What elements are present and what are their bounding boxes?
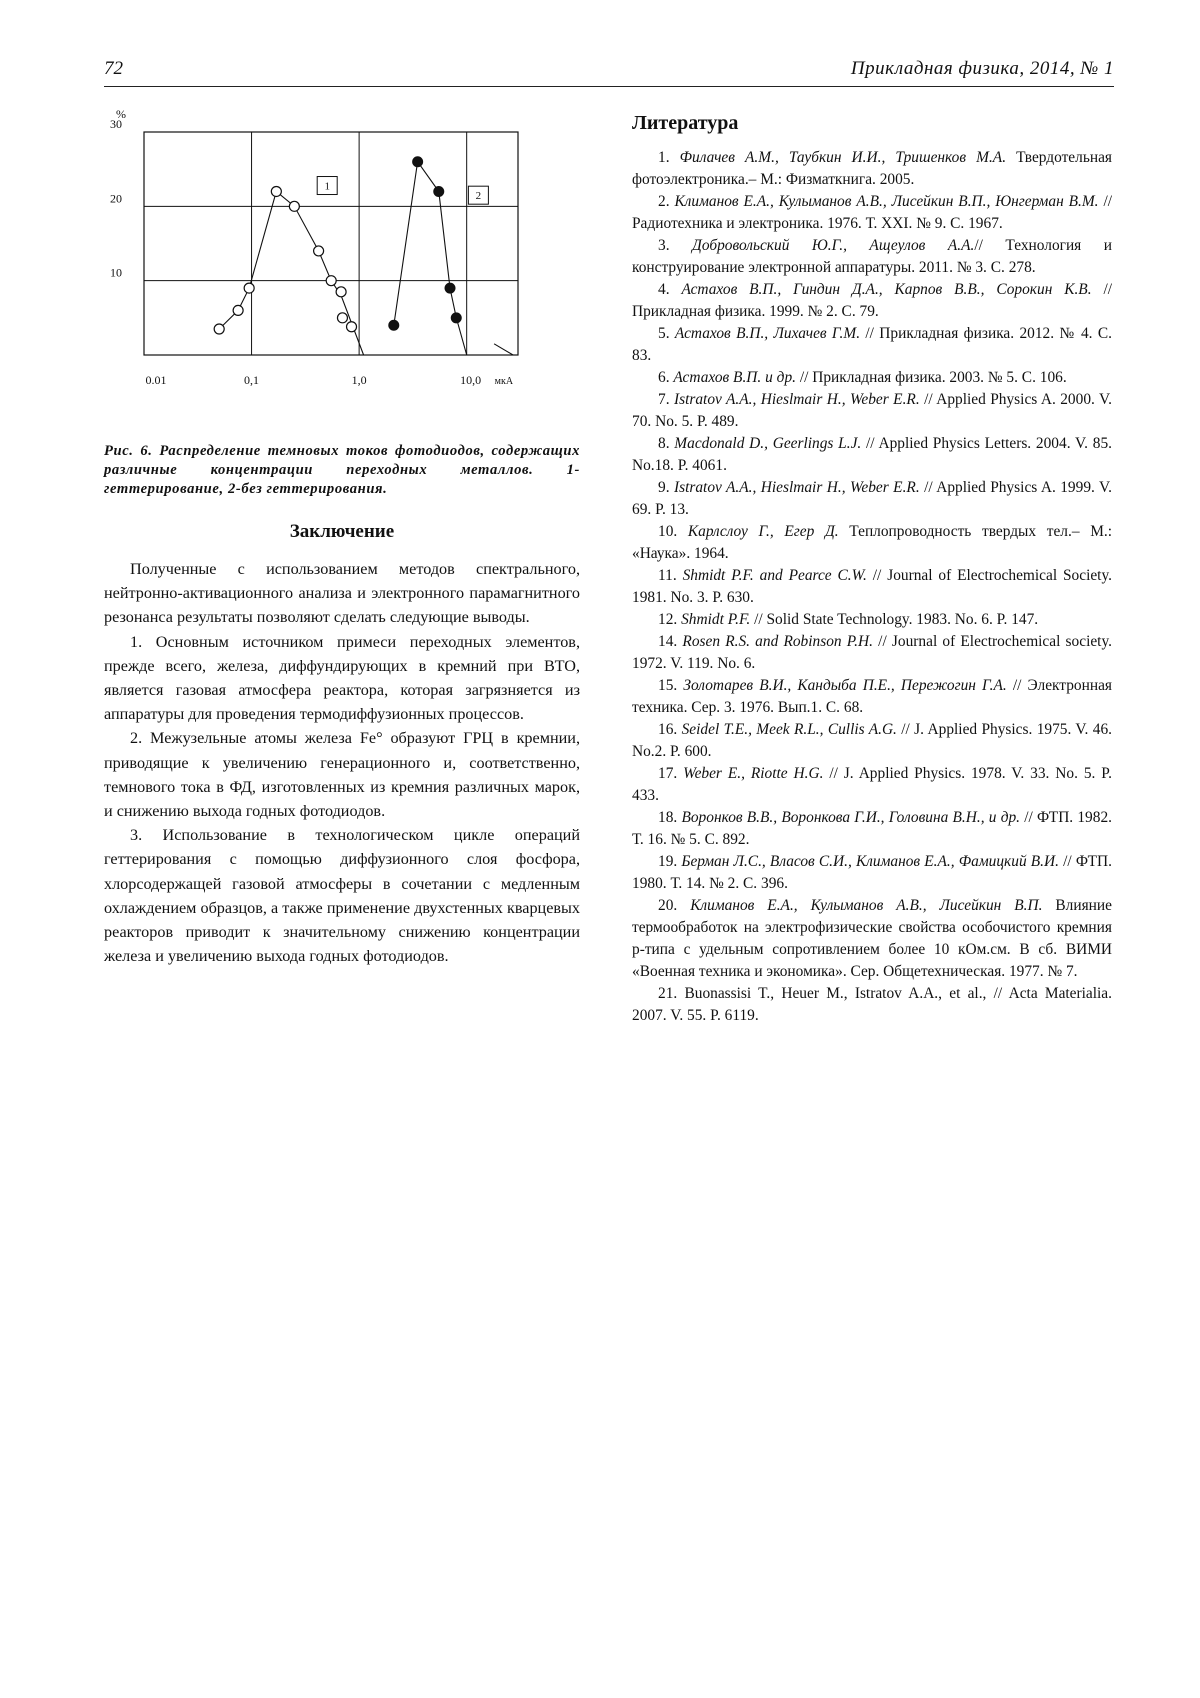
legend-box-label: 2 [475, 190, 482, 203]
reference-authors: Воронков В.В., Воронкова Г.И., Головина В.Н., и др. [681, 809, 1021, 826]
reference-authors: Weber E., Riotte H.G. [683, 765, 824, 782]
series-1-point [271, 186, 281, 196]
reference-authors: Климанов Е.А., Кулыманов А.В., Лисейкин В.П. [690, 897, 1043, 914]
reference-item [632, 609, 1112, 631]
reference-number: 3. [658, 237, 693, 254]
reference-item [632, 719, 1112, 763]
journal-title: Прикладная физика, 2014, № 1 [850, 58, 1114, 79]
reference-authors: Shmidt P.F. and Pearce C.W. [682, 567, 867, 584]
reference-number: 6. [658, 369, 674, 386]
references-title: Литература [632, 112, 739, 134]
reference-item [632, 763, 1112, 807]
plot-frame [144, 132, 518, 355]
series-1-point [326, 276, 336, 286]
reference-item [632, 367, 1112, 389]
reference-item [632, 807, 1112, 851]
reference-number: 8. [658, 435, 675, 452]
reference-details: // Прикладная физика. 1999. № 2. С. 79. [632, 281, 1112, 320]
reference-authors: Берман Л.С., Власов С.И., Климанов Е.А., Фамицкий В.И. [681, 853, 1059, 870]
reference-number: 7. [658, 391, 674, 408]
conclusion-paragraph: 2. Межузельные атомы железа Fe° образуют ГРЦ в кремнии, приводящие к увеличению генерационного и, соответственно, темнового тока в ФД, изготовленных из кремния различных марок, и снижению выхода годных фотодиодов. [104, 729, 580, 821]
reference-authors: Rosen R.S. and Robinson P.H. [682, 633, 873, 650]
reference-authors: Астахов В.П. и др. [673, 369, 796, 386]
reference-number: 5. [658, 325, 675, 342]
reference-number: 18. [658, 809, 682, 826]
series-2-point [389, 320, 399, 330]
series-2-point [413, 157, 423, 167]
reference-details: Buonassisi T., Heuer M., Istratov A.A., et al., // Acta Materialia. 2007. V. 55. P. 6119. [632, 985, 1112, 1024]
reference-details: // Solid State Technology. 1983. No. 6. P. 147. [750, 611, 1039, 628]
series-2-point [445, 283, 455, 293]
reference-details: // ФТП. 1980. Т. 14. № 2. С. 396. [632, 853, 1112, 892]
reference-authors: Seidel T.E., Meek R.L., Cullis A.G. [681, 721, 897, 738]
series-2-point [451, 313, 461, 323]
reference-item [632, 983, 1112, 1027]
reference-details: Влияние термообработок на электрофизические свойства особочистого кремния р-типа с удельным сопротивлением более 10 кОм.см. В сб. ВИМИ «Военная техника и экономика». Сер. Общетехническая. 1977. № 7. [632, 897, 1112, 980]
y-tick-label: 20 [110, 191, 122, 206]
reference-details: // Прикладная физика. 2012. № 4. С. 83. [632, 325, 1112, 364]
series-1-point [347, 322, 357, 332]
reference-item [632, 521, 1112, 565]
dark-current-chart [104, 110, 580, 428]
reference-item [632, 147, 1112, 191]
reference-number: 11. [658, 567, 683, 584]
series-1-point [214, 324, 224, 334]
reference-authors: Климанов Е.А., Кулыманов А.В., Лисейкин В.П., Юнгерман В.М. [674, 193, 1099, 210]
figure-caption: Рис. 6. Распределение темновых токов фотодиодов, содержащих различные концентрации переходных металлов. 1- геттерирование, 2-без геттерирования. [104, 443, 580, 497]
reference-number: 1. [658, 149, 680, 166]
series-1-line [219, 192, 363, 356]
reference-number: 21. [658, 985, 685, 1002]
reference-item [632, 323, 1112, 367]
reference-details: // Journal of Electrochemical society. 1972. V. 119. No. 6. [632, 633, 1112, 672]
reference-details: // Applied Physics A. 1999. V. 69. P. 13. [632, 479, 1112, 518]
page-header [104, 56, 1114, 87]
reference-details: // J. Applied Physics. 1978. V. 33. No. 5. P. 433. [632, 765, 1112, 804]
page-number: 72 [104, 58, 123, 79]
conclusion-paragraph: 1. Основным источником примеси переходных элементов, прежде всего, железа, диффундирующих в кремний при ВТО, является газовая атмосфера реактора, которая загрязняется из аппаратуры для проведения термодиффузионных процессов. [104, 632, 580, 724]
reference-authors: Филачев А.М., Таубкин И.И., Тришенков М.А. [679, 149, 1007, 166]
reference-number: 14. [658, 633, 683, 650]
x-axis-label: мкА [494, 376, 514, 387]
reference-item [632, 565, 1112, 609]
series-1-point [289, 201, 299, 211]
reference-details: // J. Applied Physics. 1975. V. 46. No.2. P. 600. [632, 721, 1112, 760]
reference-number: 19. [658, 853, 682, 870]
series-2-point [434, 186, 444, 196]
reference-item [632, 851, 1112, 895]
x-tick-label: 0.01 [145, 373, 167, 387]
legend-box-label: 1 [324, 180, 330, 193]
reference-item [632, 191, 1112, 235]
reference-number: 15. [658, 677, 684, 694]
series-1-point [244, 283, 254, 293]
reference-list [632, 147, 1112, 1027]
reference-details: // Электронная техника. Сер. 3. 1976. Вып.1. С. 68. [632, 677, 1112, 716]
reference-details: // Радиотехника и электроника. 1976. Т. XXI. № 9. С. 1967. [632, 193, 1112, 232]
x-tick-label: 10,0 [460, 373, 482, 387]
left-column [104, 110, 580, 968]
series-1-point [314, 246, 324, 256]
reference-number: 16. [658, 721, 682, 738]
reference-item [632, 389, 1112, 433]
reference-authors: Астахов В.П., Гиндин Д.А., Карпов В.В., Сорокин К.В. [681, 281, 1092, 298]
reference-details: Теплопроводность твердых тел.– М.: «Наука». 1964. [632, 523, 1112, 562]
y-tick-label: 30 [110, 117, 122, 131]
reference-number: 10. [658, 523, 688, 540]
reference-item [632, 477, 1112, 521]
reference-number: 2. [658, 193, 675, 210]
reference-authors: Macdonald D., Geerlings L.J. [674, 435, 862, 452]
series-1-point [337, 313, 347, 323]
reference-item [632, 433, 1112, 477]
reference-item [632, 675, 1112, 719]
series-2-line [394, 162, 467, 355]
reference-number: 4. [658, 281, 682, 298]
reference-item [632, 895, 1112, 983]
reference-details: // ФТП. 1982. Т. 16. № 5. С. 892. [632, 809, 1112, 848]
conclusion-paragraph: 3. Использование в технологическом цикле операций геттерирования с помощью диффузионного слоя фосфора, хлорсодержащей газовой атмосферы в сочетании с медленным охлаждением образцов, а также применение двухстенных кварцевых реакторов приводит к значительному снижению концентрации железа и увеличению выхода годных фотодиодов. [104, 826, 580, 966]
reference-authors: Карлслоу Г., Егер Д. [687, 523, 839, 540]
reference-authors: Istratov A.A., Hieslmair H., Weber E.R. [673, 479, 920, 496]
series-2-tail-line [494, 344, 513, 355]
reference-details: Твердотельная фотоэлектроника.– М.: Физматкнига. 2005. [632, 149, 1112, 188]
conclusion-title: Заключение [289, 521, 395, 542]
reference-authors: Добровольский Ю.Г., Ащеулов А.А. [692, 237, 975, 254]
reference-number: 17. [658, 765, 684, 782]
reference-authors: Istratov A.A., Hieslmair H., Weber E.R. [673, 391, 920, 408]
reference-number: 12. [658, 611, 682, 628]
reference-authors: Золотарев В.И., Кандыба П.Е., Пережогин Г.А. [683, 677, 1007, 694]
y-tick-label: 10 [110, 265, 122, 280]
reference-details: // Journal of Electrochemical Society. 1981. No. 3. P. 630. [632, 567, 1112, 606]
reference-number: 9. [658, 479, 674, 496]
reference-item [632, 279, 1112, 323]
y-axis-label: % [116, 110, 126, 121]
reference-details: // Прикладная физика. 2003. № 5. С. 106. [796, 369, 1067, 386]
reference-number: 20. [658, 897, 691, 914]
reference-item [632, 235, 1112, 279]
x-tick-label: 0,1 [244, 373, 260, 387]
right-column [632, 110, 1112, 1027]
reference-details: // Технология и конструирование электронной аппаратуры. 2011. № 3. С. 278. [632, 237, 1112, 276]
x-tick-label: 1,0 [351, 373, 367, 387]
figure-6 [104, 110, 580, 428]
reference-authors: Shmidt P.F. [681, 611, 751, 628]
reference-details: // Applied Physics Letters. 2004. V. 85. No.18. P. 4061. [632, 435, 1112, 474]
reference-item [632, 631, 1112, 675]
reference-authors: Астахов В.П., Лихачев Г.М. [674, 325, 861, 342]
reference-details: // Applied Physics A. 2000. V. 70. No. 5. P. 489. [632, 391, 1112, 430]
series-1-point [336, 287, 346, 297]
series-1-point [233, 305, 243, 315]
conclusion-paragraph: Полученные с использованием методов спектрального, нейтронно-активационного анализа и электронного парамагнитного резонанса результаты позволяют сделать следующие выводы. [104, 560, 580, 627]
